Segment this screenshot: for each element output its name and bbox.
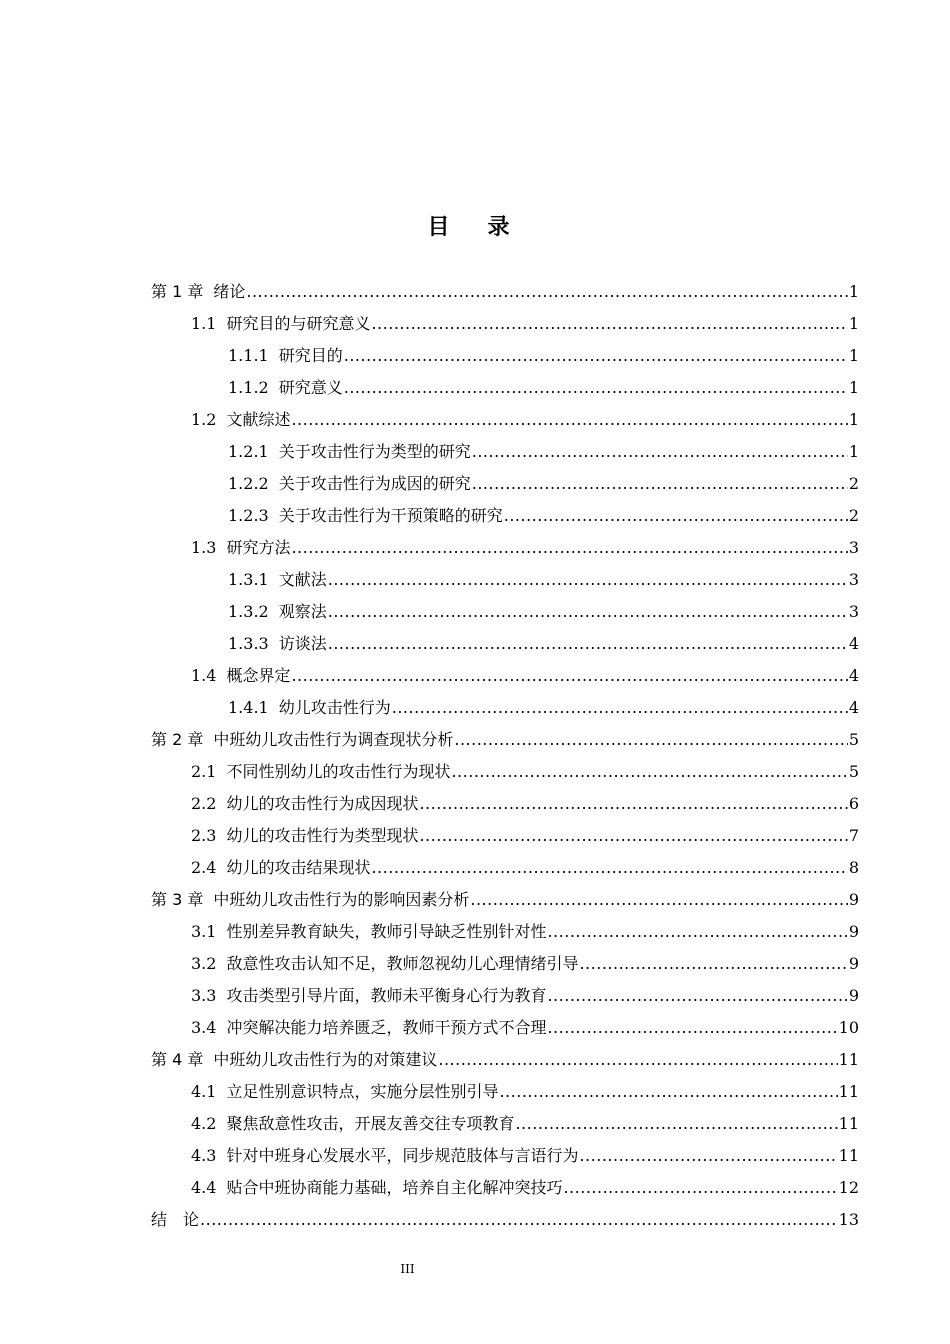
- toc-entry[interactable]: [151, 564, 859, 596]
- toc-entry-label: 幼儿的攻击性行为类型现状: [226, 826, 419, 845]
- toc-dot-leader: [547, 980, 847, 1012]
- toc-dot-leader: [472, 436, 848, 468]
- toc-entry[interactable]: [151, 596, 859, 628]
- toc-entry-page: 8: [848, 858, 859, 877]
- toc-entry-label: 中班幼儿攻击性行为的对策建议: [213, 1050, 438, 1069]
- toc-entry-page: 1: [848, 282, 859, 301]
- toc-dot-leader: [291, 532, 847, 564]
- toc-entry-number: 2.1: [191, 762, 217, 781]
- toc-entry-page: 13: [838, 1210, 859, 1229]
- toc-entry-label: 敌意性攻击认知不足，教师忽视幼儿心理情绪引导: [226, 954, 579, 973]
- toc-entry[interactable]: [151, 852, 859, 884]
- toc-entry-label: 中班幼儿攻击性行为调查现状分析: [213, 730, 454, 749]
- toc-entry-page: 4: [848, 666, 859, 685]
- toc-dot-leader: [291, 404, 847, 436]
- toc-entry-number: 3.4: [191, 1018, 217, 1037]
- toc-entry-number: 1.4.1: [228, 698, 269, 717]
- toc-entry-label: 针对中班身心发展水平，同步规范肢体与言语行为: [226, 1146, 579, 1165]
- toc-entry-label: 绪论: [213, 282, 246, 301]
- toc-dot-leader: [419, 788, 847, 820]
- toc-entry-page: 1: [848, 314, 859, 333]
- toc-entry-number: 1.3.3: [228, 634, 269, 653]
- toc-dot-leader: [563, 1172, 837, 1204]
- toc-entry-page: 11: [838, 1146, 859, 1165]
- toc-entry-label: 攻击类型引导片面，教师未平衡身心行为教育: [226, 986, 547, 1005]
- toc-entry-label: 文献综述: [226, 410, 291, 429]
- toc-entry-label: 立足性别意识特点，实施分层性别引导: [226, 1082, 499, 1101]
- toc-entry-number: 1.2.3: [228, 506, 269, 525]
- toc-dot-leader: [547, 916, 847, 948]
- toc-entry-page: 7: [848, 826, 859, 845]
- toc-entry[interactable]: [151, 788, 859, 820]
- toc-entry-number: 第 2 章: [151, 730, 204, 749]
- toc-entry-label: 结 论: [151, 1210, 200, 1229]
- toc-entry[interactable]: [151, 1172, 859, 1204]
- toc-entry-number: 第 3 章: [151, 890, 204, 909]
- toc-entry-label: 幼儿的攻击结果现状: [226, 858, 371, 877]
- toc-entry-page: 9: [848, 922, 859, 941]
- toc-dot-leader: [392, 692, 848, 724]
- toc-entry-number: 1.1.2: [228, 378, 269, 397]
- toc-dot-leader: [200, 1204, 838, 1236]
- toc-entry-page: 9: [848, 986, 859, 1005]
- page-number-footer: III: [400, 1262, 415, 1276]
- toc-entry[interactable]: [151, 1076, 859, 1108]
- toc-entry-page: 10: [838, 1018, 859, 1037]
- toc-entry-label: 贴合中班协商能力基础，培养自主化解冲突技巧: [226, 1178, 563, 1197]
- toc-entry-label: 研究方法: [226, 538, 291, 557]
- toc-entry[interactable]: [151, 340, 859, 372]
- table-of-contents: [151, 276, 859, 1236]
- toc-entry-number: 3.2: [191, 954, 217, 973]
- toc-dot-leader: [328, 596, 848, 628]
- toc-entry[interactable]: [151, 1204, 859, 1236]
- toc-entry-number: 3.3: [191, 986, 217, 1005]
- toc-entry-label: 关于攻击性行为成因的研究: [278, 474, 471, 493]
- toc-dot-leader: [451, 756, 847, 788]
- toc-entry-number: 1.2.1: [228, 442, 269, 461]
- toc-entry-page: 2: [848, 506, 859, 525]
- toc-entry-number: 第 1 章: [151, 282, 204, 301]
- toc-dot-leader: [371, 852, 847, 884]
- toc-entry[interactable]: [151, 660, 859, 692]
- toc-dot-leader: [515, 1108, 837, 1140]
- toc-entry-label: 冲突解决能力培养匮乏，教师干预方式不合理: [226, 1018, 547, 1037]
- toc-entry-number: 1.3: [191, 538, 217, 557]
- toc-entry-page: 1: [848, 442, 859, 461]
- toc-dot-leader: [246, 276, 847, 308]
- toc-entry-number: 2.2: [191, 794, 217, 813]
- toc-entry[interactable]: [151, 436, 859, 468]
- toc-dot-leader: [328, 628, 848, 660]
- page-title: 目录: [427, 215, 548, 240]
- toc-entry-page: 11: [838, 1114, 859, 1133]
- toc-entry-number: 2.4: [191, 858, 217, 877]
- toc-dot-leader: [344, 372, 848, 404]
- toc-dot-leader: [371, 308, 847, 340]
- toc-entry[interactable]: [151, 404, 859, 436]
- toc-dot-leader: [470, 884, 847, 916]
- toc-entry-label: 幼儿的攻击性行为成因现状: [226, 794, 419, 813]
- toc-entry-label: 不同性别幼儿的攻击性行为现状: [226, 762, 451, 781]
- toc-entry-page: 1: [848, 378, 859, 397]
- toc-entry-page: 4: [848, 634, 859, 653]
- toc-entry-number: 2.3: [191, 826, 217, 845]
- toc-entry-number: 4.1: [191, 1082, 217, 1101]
- toc-entry-number: 1.3.2: [228, 602, 269, 621]
- toc-entry-label: 性别差异教育缺失，教师引导缺乏性别针对性: [226, 922, 547, 941]
- toc-entry-label: 观察法: [278, 602, 327, 621]
- toc-entry[interactable]: [151, 980, 859, 1012]
- toc-entry-label: 关于攻击性行为类型的研究: [278, 442, 471, 461]
- toc-entry-number: 1.3.1: [228, 570, 269, 589]
- toc-entry-label: 概念界定: [226, 666, 291, 685]
- toc-entry-number: 4.4: [191, 1178, 217, 1197]
- toc-entry[interactable]: [151, 756, 859, 788]
- toc-entry[interactable]: [151, 372, 859, 404]
- toc-entry-number: 第 4 章: [151, 1050, 204, 1069]
- toc-entry-label: 研究目的与研究意义: [226, 314, 371, 333]
- toc-entry[interactable]: [151, 948, 859, 980]
- toc-entry-page: 3: [848, 602, 859, 621]
- toc-entry-number: 1.2.2: [228, 474, 269, 493]
- toc-dot-leader: [454, 724, 847, 756]
- toc-entry-label: 幼儿攻击性行为: [278, 698, 391, 717]
- toc-entry[interactable]: [151, 628, 859, 660]
- toc-dot-leader: [291, 660, 847, 692]
- toc-entry-number: 4.2: [191, 1114, 217, 1133]
- toc-entry[interactable]: [151, 1140, 859, 1172]
- toc-entry-label: 中班幼儿攻击性行为的影响因素分析: [213, 890, 470, 909]
- toc-entry[interactable]: [151, 916, 859, 948]
- toc-entry-label: 聚焦敌意性攻击，开展友善交往专项教育: [226, 1114, 515, 1133]
- toc-entry[interactable]: [151, 532, 859, 564]
- toc-entry-label: 研究意义: [278, 378, 343, 397]
- toc-entry[interactable]: [151, 500, 859, 532]
- toc-entry-page: 11: [838, 1082, 859, 1101]
- toc-entry-page: 12: [838, 1178, 859, 1197]
- toc-entry-number: 3.1: [191, 922, 217, 941]
- toc-dot-leader: [547, 1012, 837, 1044]
- toc-entry-page: 9: [848, 890, 859, 909]
- toc-entry-label: 研究目的: [278, 346, 343, 365]
- toc-dot-leader: [579, 1140, 837, 1172]
- toc-entry-page: 3: [848, 538, 859, 557]
- toc-entry-page: 4: [848, 698, 859, 717]
- toc-dot-leader: [344, 340, 848, 372]
- toc-entry[interactable]: [151, 724, 859, 756]
- toc-entry[interactable]: [151, 468, 859, 500]
- toc-dot-leader: [438, 1044, 837, 1076]
- toc-entry[interactable]: [151, 1044, 859, 1076]
- toc-dot-leader: [579, 948, 847, 980]
- toc-entry[interactable]: [151, 1108, 859, 1140]
- toc-entry-page: 5: [848, 762, 859, 781]
- toc-entry[interactable]: [151, 308, 859, 340]
- toc-entry-number: 1.1: [191, 314, 217, 333]
- toc-entry-page: 5: [848, 730, 859, 749]
- toc-entry-label: 关于攻击性行为干预策略的研究: [278, 506, 503, 525]
- toc-entry[interactable]: [151, 1012, 859, 1044]
- toc-entry-page: 9: [848, 954, 859, 973]
- toc-entry-number: 1.2: [191, 410, 217, 429]
- toc-entry-page: 11: [838, 1050, 859, 1069]
- toc-entry[interactable]: [151, 276, 859, 308]
- toc-entry-page: 1: [848, 346, 859, 365]
- toc-entry-label: 文献法: [278, 570, 327, 589]
- toc-entry-page: 2: [848, 474, 859, 493]
- toc-entry-number: 1.4: [191, 666, 217, 685]
- toc-dot-leader: [472, 468, 848, 500]
- toc-entry-label: 访谈法: [278, 634, 327, 653]
- toc-entry-page: 3: [848, 570, 859, 589]
- toc-dot-leader: [419, 820, 847, 852]
- toc-entry[interactable]: [151, 884, 859, 916]
- toc-dot-leader: [499, 1076, 837, 1108]
- toc-entry-page: 6: [848, 794, 859, 813]
- toc-entry[interactable]: [151, 692, 859, 724]
- toc-dot-leader: [328, 564, 848, 596]
- toc-entry-page: 1: [848, 410, 859, 429]
- toc-dot-leader: [504, 500, 848, 532]
- toc-entry-number: 1.1.1: [228, 346, 269, 365]
- toc-entry[interactable]: [151, 820, 859, 852]
- toc-entry-number: 4.3: [191, 1146, 217, 1165]
